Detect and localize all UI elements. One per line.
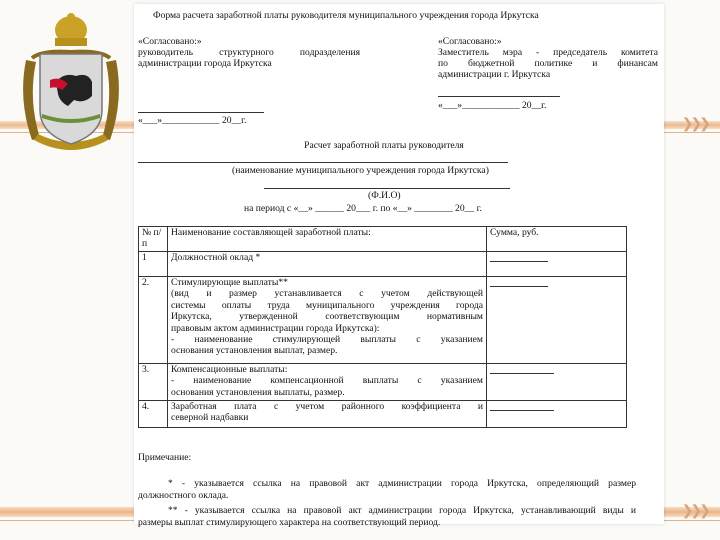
row-number: 2. bbox=[139, 277, 168, 364]
institution-line bbox=[138, 162, 508, 163]
right-approval-line: по бюджетной политике и финансам bbox=[438, 58, 658, 69]
decorative-arrows-icon: ❯❯❯ bbox=[681, 117, 708, 132]
sum-cell[interactable] bbox=[487, 401, 627, 428]
sum-cell[interactable] bbox=[487, 252, 627, 277]
row-number: 1 bbox=[139, 252, 168, 277]
sum-cell[interactable] bbox=[487, 364, 627, 401]
table-row bbox=[139, 252, 627, 277]
table-header-row bbox=[139, 227, 627, 252]
row-description: Компенсационные выплаты: - наименование компенсационной выплаты с указанием основания установления выплаты, размер. bbox=[168, 364, 487, 401]
note-2: ** - указывается ссылка на правовой акт администрации города Иркутска, устанавливающий виды и bbox=[168, 505, 636, 516]
table-header-cell: Наименование составляющей заработной платы: bbox=[168, 227, 487, 252]
note-2-cont: размеры выплат стимулирующего характера на соответствующий период. bbox=[138, 517, 441, 528]
signature-line bbox=[438, 96, 560, 97]
row-description: Должностной оклад * bbox=[168, 252, 487, 277]
left-approval-label: «Согласовано:» bbox=[138, 36, 202, 47]
institution-caption: (наименование муниципального учреждения города Иркутска) bbox=[232, 165, 489, 176]
coat-of-arms-icon bbox=[12, 10, 130, 160]
form-title: Форма расчета заработной платы руководителя муниципального учреждения города Иркутска bbox=[153, 10, 539, 21]
fio-caption: (Ф.И.О) bbox=[368, 190, 401, 201]
table-header-cell: Сумма, руб. bbox=[487, 227, 627, 252]
left-approval-line: администрации города Иркутска bbox=[138, 58, 272, 69]
row-number: 4. bbox=[139, 401, 168, 428]
signature-line bbox=[138, 112, 264, 113]
right-approval-date: «___»____________ 20__г. bbox=[438, 100, 547, 111]
right-approval-line: администрации г. Иркутска bbox=[438, 69, 551, 80]
fio-line bbox=[264, 188, 510, 189]
table-row bbox=[139, 364, 627, 401]
left-approval-line: руководитель структурного подразделения bbox=[138, 47, 360, 58]
right-approval-label: «Согласовано:» bbox=[438, 36, 502, 47]
note-1-cont: должностного оклада. bbox=[138, 490, 229, 501]
sum-cell[interactable] bbox=[487, 277, 627, 364]
row-number: 3. bbox=[139, 364, 168, 401]
right-approval-line: Заместитель мэра - председатель комитета bbox=[438, 47, 658, 58]
table-row bbox=[139, 277, 627, 364]
left-approval-date: «___»____________ 20__г. bbox=[138, 115, 247, 126]
form-document bbox=[134, 4, 664, 528]
note-1: * - указывается ссылка на правовой акт администрации города Иркутска, определяющий размер bbox=[168, 478, 636, 489]
salary-table bbox=[138, 226, 627, 428]
period-line: на период с «__» ______ 20___ г. по «__» ________ 20__ г. bbox=[244, 203, 482, 214]
row-description: Стимулирующие выплаты** (вид и размер устанавливается с учетом действующей системы оплаты труда муниципального учреждения города Иркутска, утвержденной соответствующим нормативным правовым актом администрации города Иркутска): - наименование стимулирующей выплаты с указанием основания установления выплат, размер. bbox=[168, 277, 487, 364]
table-header-cell: № п/п bbox=[139, 227, 168, 252]
decorative-arrows-icon: ❯❯❯ bbox=[681, 504, 708, 519]
table-row bbox=[139, 401, 627, 428]
calc-title: Расчет заработной платы руководителя bbox=[304, 140, 464, 151]
note-title: Примечание: bbox=[138, 452, 192, 463]
row-description: Заработная плата с учетом районного коэффициента и северной надбавки bbox=[168, 401, 487, 428]
